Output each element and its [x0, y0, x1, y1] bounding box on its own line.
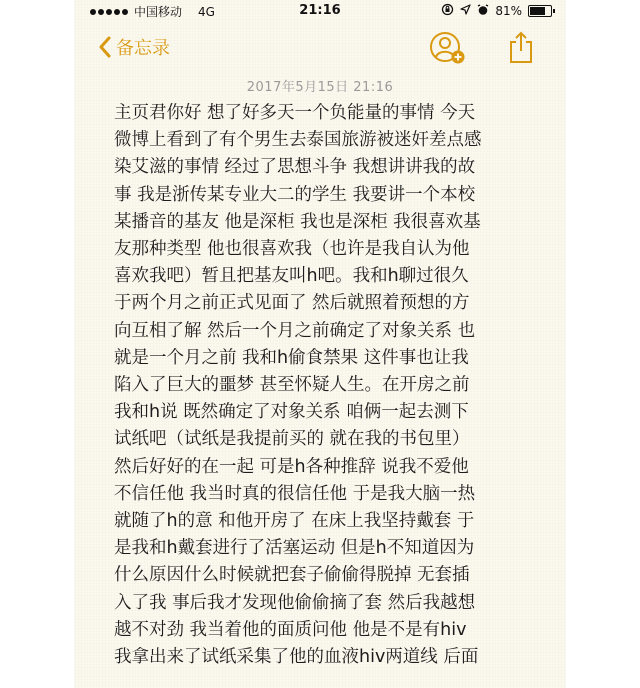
add-person-button[interactable]	[428, 30, 468, 66]
note-line: 试纸吧（试纸是我提前买的 就在我的书包里）	[114, 429, 470, 450]
rotation-lock-icon	[441, 3, 454, 19]
note-line: 越不对劲 我当着他的面质问他 他是不是有hiv	[114, 619, 467, 640]
chevron-left-icon	[98, 36, 112, 58]
network-label: 4G	[198, 4, 215, 19]
note-line: 于两个月之前正式见面了 然后就照着预想的方	[114, 293, 470, 314]
note-line: 什么原因什么时候就把套子偷偷得脱掉 无套插	[114, 565, 470, 586]
note-line: 微博上看到了有个男生去泰国旅游被迷奸差点感	[114, 130, 482, 151]
note-line: 就随了h的意 和他开房了 在床上我坚持戴套 于	[114, 511, 475, 532]
battery-icon	[528, 5, 552, 17]
note-line: 某播音的基友 他是深柜 我也是深柜 我很喜欢基	[114, 211, 481, 232]
note-body[interactable]	[114, 100, 534, 671]
phone-screen	[74, 0, 566, 688]
status-bar	[74, 0, 566, 22]
battery-text: 81%	[495, 4, 522, 18]
note-line: 我和h说 既然确定了对象关系 咱俩一起去测下	[114, 402, 469, 423]
note-line: 入了我 事后我才发现他偷偷摘了套 然后我越想	[114, 592, 476, 613]
add-person-icon	[428, 30, 468, 66]
note-line: 不信任他 我当时真的很信任他 于是我大脑一热	[114, 483, 476, 504]
note-line: 喜欢我吧）暂且把基友叫h吧。我和h聊过很久	[114, 266, 469, 287]
note-date: 2017年5月15日 21:16	[246, 80, 394, 95]
note-line: 陷入了巨大的噩梦 甚至怀疑人生。在开房之前	[114, 375, 470, 396]
note-line: 染艾滋的事情 经过了思想斗争 我想讲讲我的故	[114, 157, 476, 178]
share-icon	[506, 30, 536, 64]
carrier-label: 中国移动	[134, 5, 183, 19]
share-button[interactable]	[506, 30, 536, 64]
back-button[interactable]	[98, 34, 170, 60]
note-line: 向互相了解 然后一个月之前确定了对象关系 也	[114, 320, 476, 341]
navigation-bar	[74, 26, 566, 70]
note-line: 是我和h戴套进行了活塞运动 但是h不知道因为	[114, 538, 475, 559]
note-line: 然后好好的在一起 可是h各种推辞 说我不爱他	[114, 456, 469, 477]
note-line: 主页君你好 想了好多天一个负能量的事情 今天	[114, 103, 476, 123]
location-icon	[460, 4, 471, 18]
alarm-icon	[477, 4, 489, 19]
status-time: 21:16	[299, 3, 341, 18]
back-label: 备忘录	[116, 38, 170, 59]
note-line: 我拿出来了试纸采集了他的血液hiv两道线 后面	[114, 647, 479, 668]
note-line: 就是一个月之前 我和h偷食禁果 这件事也让我	[114, 347, 469, 368]
note-line: 友那种类型 他也很喜欢我（也许是我自认为他	[114, 239, 470, 260]
status-right	[441, 3, 552, 19]
note-line: 事 我是浙传某专业大二的学生 我要讲一个本校	[114, 184, 476, 205]
